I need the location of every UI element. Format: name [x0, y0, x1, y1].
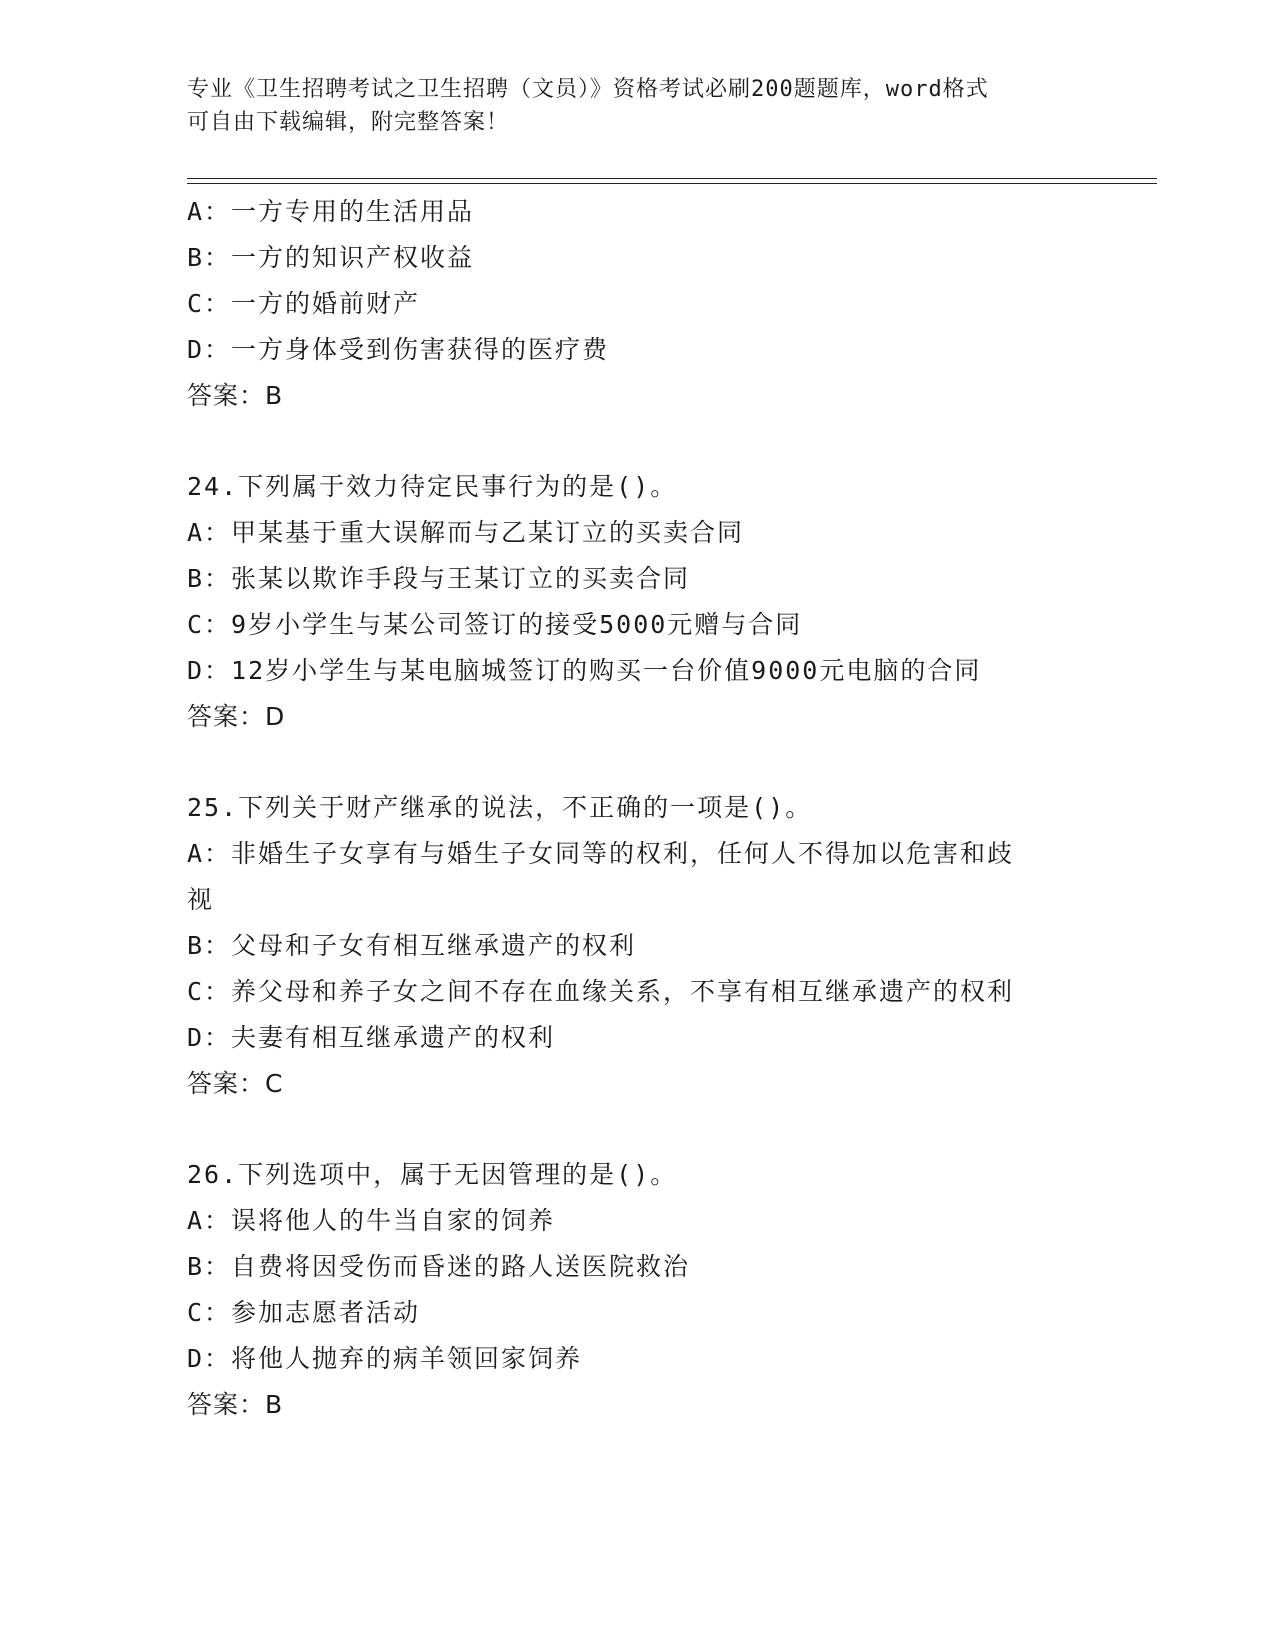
option-b: B：父母和子女有相互继承遗产的权利: [187, 931, 637, 960]
question-list: [187, 189, 1087, 1428]
answer-text: 答案：C: [187, 1069, 284, 1098]
question-text: 26.下列选项中，属于无因管理的是()。: [187, 1160, 678, 1189]
option-d: D：12岁小学生与某电脑城签订的购买一台价值9000元电脑的合同: [187, 656, 982, 685]
answer-text: 答案：D: [187, 702, 286, 731]
option-d: D：一方身体受到伤害获得的医疗费: [187, 335, 610, 364]
option-b: B：张某以欺诈手段与王某订立的买卖合同: [187, 564, 691, 593]
option-c: C：参加志愿者活动: [187, 1298, 421, 1327]
option-a: A：非婚生子女享有与婚生子女同等的权利，任何人不得加以危害和歧: [187, 839, 1015, 868]
option-d: D：夫妻有相互继承遗产的权利: [187, 1023, 556, 1052]
question-spacer: [187, 1107, 1087, 1152]
header-title-line-1: 专业《卫生招聘考试之卫生招聘（文员）》资格考试必刷200题题库，word格式: [187, 77, 989, 102]
option-a: A：一方专用的生活用品: [187, 197, 475, 226]
header-divider-bottom: [187, 183, 1157, 184]
option-b: B：一方的知识产权收益: [187, 243, 475, 272]
option-a: A：甲某基于重大误解而与乙某订立的买卖合同: [187, 518, 745, 547]
answer-text: 答案：B: [187, 1390, 284, 1419]
option-d: D：将他人抛弃的病羊领回家饲养: [187, 1344, 583, 1373]
question-block-23: [187, 189, 1087, 419]
question-spacer: [187, 740, 1087, 785]
option-a: A：误将他人的牛当自家的饲养: [187, 1206, 556, 1235]
option-c: C：一方的婚前财产: [187, 289, 421, 318]
question-block-24: [187, 464, 1087, 740]
question-text: 25.下列关于财产继承的说法，不正确的一项是()。: [187, 793, 813, 822]
header-divider-top: [187, 178, 1157, 179]
document-header: [187, 73, 1087, 139]
option-c: C：9岁小学生与某公司签订的接受5000元赠与合同: [187, 610, 803, 639]
answer-text: 答案：B: [187, 381, 284, 410]
question-block-25: [187, 785, 1087, 1107]
option-c: C：养父母和养子女之间不存在血缘关系，不享有相互继承遗产的权利: [187, 977, 1015, 1006]
question-text: 24.下列属于效力待定民事行为的是()。: [187, 472, 678, 501]
option-a-continuation: 视: [187, 885, 215, 914]
question-spacer: [187, 419, 1087, 464]
header-title-line-2: 可自由下载编辑，附完整答案！: [187, 110, 510, 135]
question-block-26: [187, 1152, 1087, 1428]
option-b: B：自费将因受伤而昏迷的路人送医院救治: [187, 1252, 691, 1281]
